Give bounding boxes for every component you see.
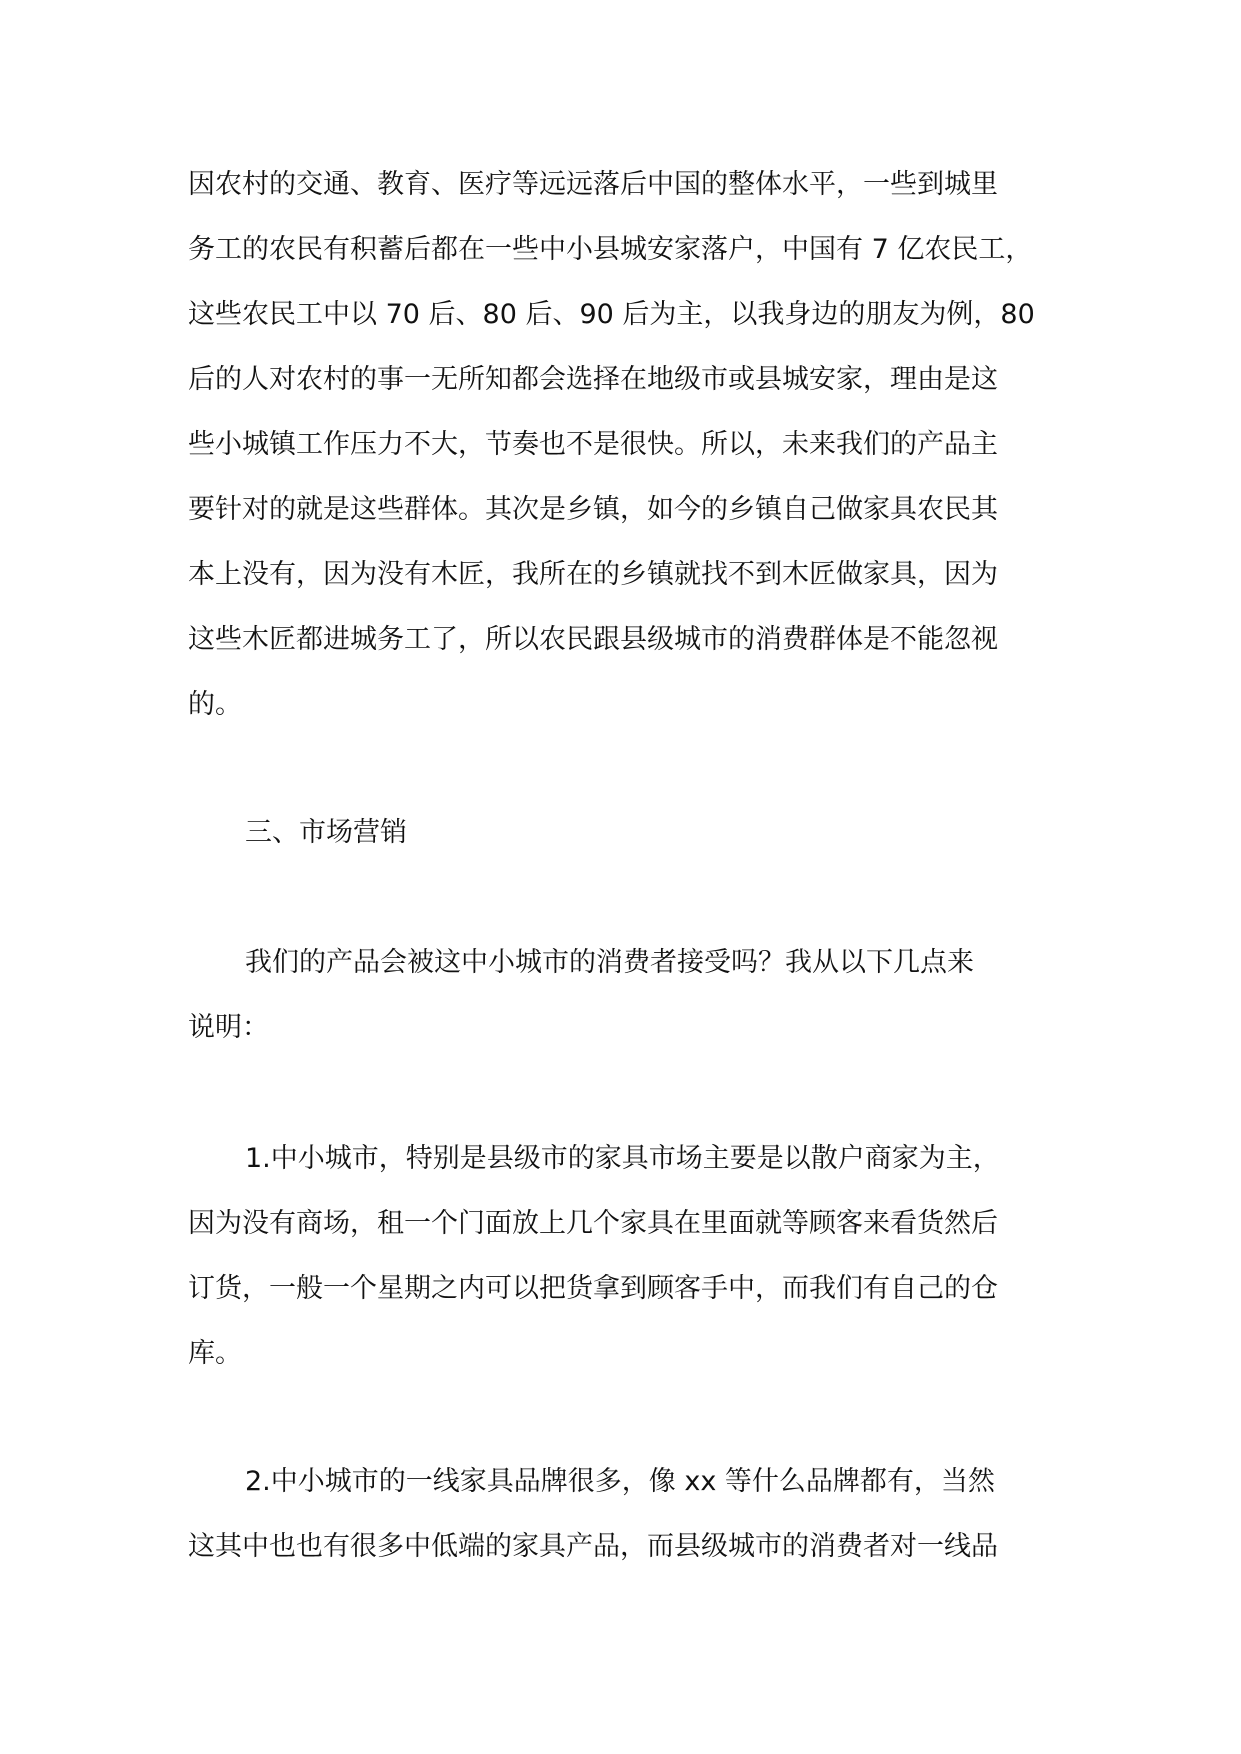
paragraph-point-2 <box>188 1449 1088 1579</box>
text-line: 要针对的就是这些群体。其次是乡镇，如今的乡镇自己做家具农民其 <box>188 494 998 525</box>
text-line: 我们的产品会被这中小城市的消费者接受吗？我从以下几点来 <box>245 947 974 978</box>
text-line: 2.中小城市的一线家具品牌很多，像 xx 等什么品牌都有，当然 <box>245 1466 995 1497</box>
text-line: 本上没有，因为没有木匠，我所在的乡镇就找不到木匠做家具，因为 <box>188 559 998 590</box>
text-line: 后的人对农村的事一无所知都会选择在地级市或县城安家，理由是这 <box>188 364 998 395</box>
text-line: 务工的农民有积蓄后都在一些中小县城安家落户，中国有 7 亿农民工， <box>188 234 1033 265</box>
text-line: 说明： <box>188 1012 269 1043</box>
section-heading-text: 三、市场营销 <box>245 817 407 848</box>
text-line: 这些农民工中以 70 后、80 后、90 后为主，以我身边的朋友为例，80 <box>188 299 1035 330</box>
text-line: 库。 <box>188 1338 242 1369</box>
text-line: 些小城镇工作压力不大，节奏也不是很快。所以，未来我们的产品主 <box>188 429 998 460</box>
paragraph-point-1 <box>188 1126 1088 1386</box>
text-line: 因农村的交通、教育、医疗等远远落后中国的整体水平，一些到城里 <box>188 169 998 200</box>
text-line: 的。 <box>188 689 242 720</box>
text-line: 1.中小城市，特别是县级市的家具市场主要是以散户商家为主， <box>245 1143 1000 1174</box>
section-heading <box>188 800 1088 865</box>
text-line: 因为没有商场，租一个门面放上几个家具在里面就等顾客来看货然后 <box>188 1208 998 1239</box>
text-line: 这其中也也有很多中低端的家具产品，而县级城市的消费者对一线品 <box>188 1531 998 1562</box>
paragraph-rural-consumers <box>188 152 1088 737</box>
paragraph-intro-question <box>188 930 1088 1060</box>
text-line: 订货，一般一个星期之内可以把货拿到顾客手中，而我们有自己的仓 <box>188 1273 998 1304</box>
text-line: 这些木匠都进城务工了，所以农民跟县级城市的消费群体是不能忽视 <box>188 624 998 655</box>
